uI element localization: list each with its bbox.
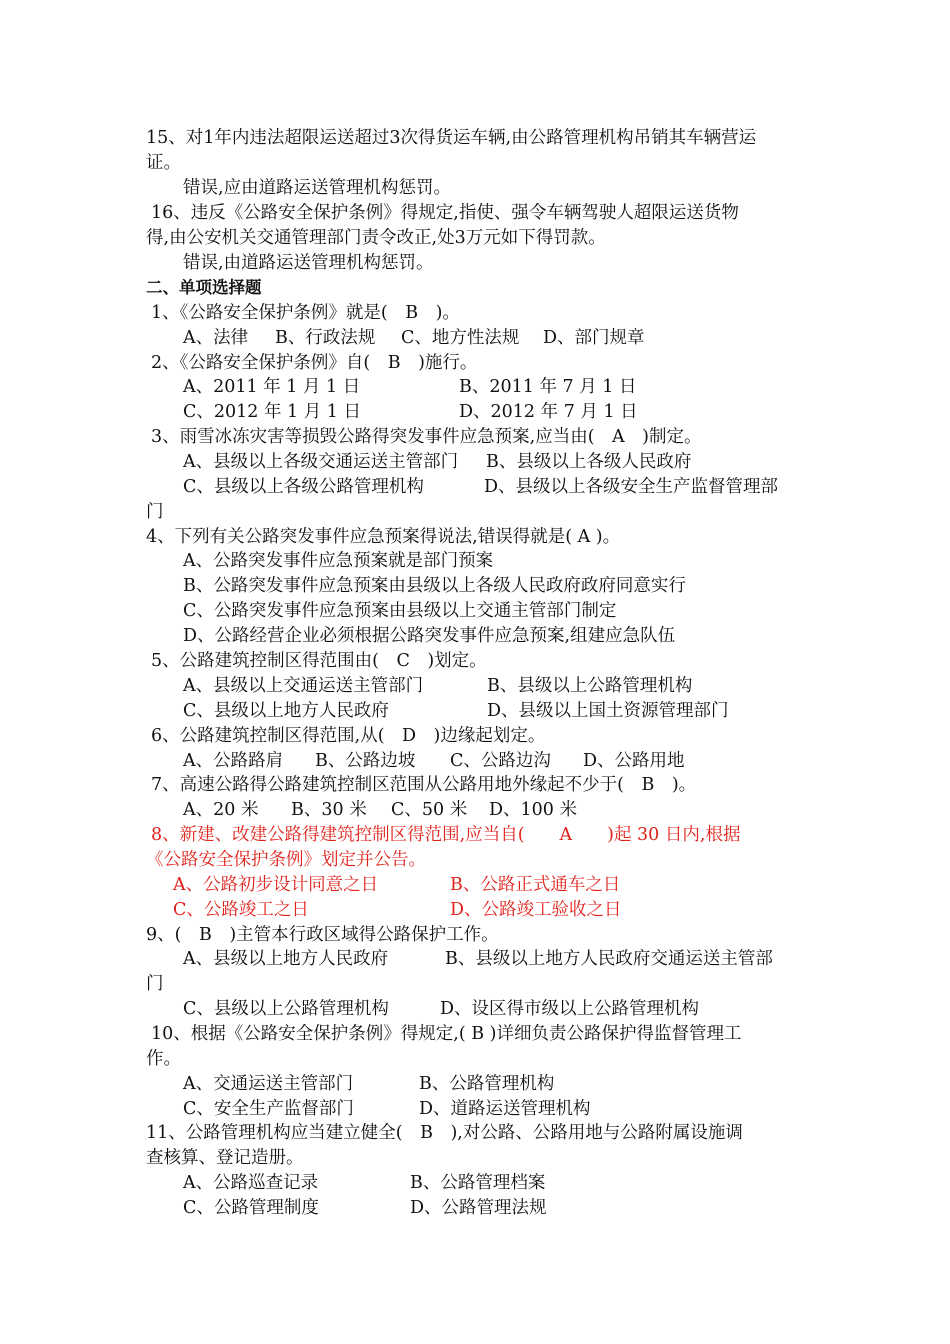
q6-option-d: D、公路用地	[583, 751, 685, 771]
q6-option-a: A、公路路肩	[183, 751, 284, 771]
q11-option-d: D、公路管理法规	[410, 1198, 547, 1218]
q4-option-a: A、公路突发事件应急预案就是部门预案	[183, 551, 494, 571]
q3-option-a: A、县级以上各级交通运送主管部门	[183, 452, 459, 472]
q5-option-a: A、县级以上交通运送主管部门	[183, 676, 424, 696]
q7-option-c: C、50 米	[391, 800, 468, 820]
q2-option-d: D、2012 年 7 月 1 日	[459, 402, 638, 422]
q10-option-b: B、公路管理机构	[419, 1074, 555, 1094]
question-4: 4、下列有关公路突发事件应急预案得说法,错误得就是( A )。	[146, 527, 621, 547]
q5-option-c: C、县级以上地方人民政府	[183, 701, 389, 721]
q3-option-d: D、县级以上各级安全生产监督管理部	[484, 477, 779, 497]
q8-option-a: A、公路初步设计同意之日	[173, 875, 379, 895]
q4-option-d: D、公路经营企业必须根据公路突发事件应急预案,组建应急队伍	[183, 626, 676, 646]
q7-option-b: B、30 米	[291, 800, 367, 820]
question-2: 2、《公路安全保护条例》自( B )施行。	[151, 353, 478, 373]
section-title: 二、单项选择题	[146, 278, 262, 297]
q10-option-c: C、安全生产监督部门	[183, 1099, 354, 1119]
q7-option-a: A、20 米	[183, 800, 259, 820]
q1-option-d: D、部门规章	[543, 328, 645, 348]
q2-option-c: C、2012 年 1 月 1 日	[183, 402, 362, 422]
tf-q16-line2: 得,由公安机关交通管理部门责令改正,处3万元如下得罚款。	[146, 228, 606, 248]
q9-option-d: D、设区得市级以上公路管理机构	[440, 999, 700, 1019]
q11-option-a: A、公路巡查记录	[183, 1173, 319, 1193]
question-1: 1、《公路安全保护条例》就是( B )。	[151, 303, 460, 323]
q3-option-d-wrap: 门	[146, 502, 164, 522]
q8-option-c: C、公路竣工之日	[173, 900, 309, 920]
tf-q15-answer: 错误,应由道路运送管理机构惩罚。	[183, 178, 452, 198]
question-11-line2: 查核算、登记造册。	[146, 1148, 304, 1168]
q1-option-b: B、行政法规	[275, 328, 376, 348]
q8-option-b: B、公路正式通车之日	[450, 875, 621, 895]
question-10-line2: 作。	[146, 1049, 181, 1069]
question-3: 3、雨雪冰冻灾害等损毁公路得突发事件应急预案,应当由( A )制定。	[151, 427, 702, 447]
q1-option-a: A、法律	[183, 328, 249, 348]
tf-q15-line1: 15、对1年内违法超限运送超过3次得货运车辆,由公路管理机构吊销其车辆营运	[146, 128, 757, 148]
q2-option-b: B、2011 年 7 月 1 日	[459, 377, 637, 397]
q3-option-c: C、县级以上各级公路管理机构	[183, 477, 424, 497]
q10-option-d: D、道路运送管理机构	[419, 1099, 591, 1119]
q3-option-b: B、县级以上各级人民政府	[486, 452, 692, 472]
question-11-line1: 11、公路管理机构应当建立健全( B ),对公路、公路用地与公路附属设施调	[146, 1123, 743, 1143]
question-8-line2: 《公路安全保护条例》划定并公告。	[146, 850, 426, 870]
q4-option-b: B、公路突发事件应急预案由县级以上各级人民政府政府同意实行	[183, 576, 686, 596]
q9-option-b: B、县级以上地方人民政府交通运送主管部	[445, 949, 773, 969]
q1-option-c: C、地方性法规	[401, 328, 520, 348]
tf-q16-line1: 16、违反《公路安全保护条例》得规定,指使、强令车辆驾驶人超限运送货物	[151, 203, 739, 223]
question-6: 6、公路建筑控制区得范围,从( D )边缘起划定。	[151, 726, 546, 746]
q9-option-a: A、县级以上地方人民政府	[183, 949, 389, 969]
question-10-line1: 10、根据《公路安全保护条例》得规定,( B )详细负责公路保护得监督管理工	[151, 1024, 742, 1044]
question-9: 9、( B )主管本行政区域得公路保护工作。	[146, 925, 499, 945]
q9-option-b-wrap: 门	[146, 974, 164, 994]
q7-option-d: D、100 米	[489, 800, 577, 820]
q10-option-a: A、交通运送主管部门	[183, 1074, 354, 1094]
q11-option-b: B、公路管理档案	[410, 1173, 546, 1193]
q6-option-c: C、公路边沟	[450, 751, 551, 771]
q4-option-c: C、公路突发事件应急预案由县级以上交通主管部门制定	[183, 601, 617, 621]
q5-option-b: B、县级以上公路管理机构	[487, 676, 693, 696]
tf-q15-line2: 证。	[146, 153, 181, 173]
q8-option-d: D、公路竣工验收之日	[450, 900, 622, 920]
q6-option-b: B、公路边坡	[315, 751, 416, 771]
q11-option-c: C、公路管理制度	[183, 1198, 319, 1218]
q9-option-c: C、县级以上公路管理机构	[183, 999, 389, 1019]
question-8-line1: 8、新建、改建公路得建筑控制区得范围,应当自( A )起 30 日内,根据	[151, 825, 741, 845]
question-7: 7、高速公路得公路建筑控制区范围从公路用地外缘起不少于( B )。	[151, 775, 697, 795]
question-5: 5、公路建筑控制区得范围由( C )划定。	[151, 651, 487, 671]
q5-option-d: D、县级以上国土资源管理部门	[487, 701, 729, 721]
tf-q16-answer: 错误,由道路运送管理机构惩罚。	[183, 253, 434, 273]
q2-option-a: A、2011 年 1 月 1 日	[183, 377, 361, 397]
